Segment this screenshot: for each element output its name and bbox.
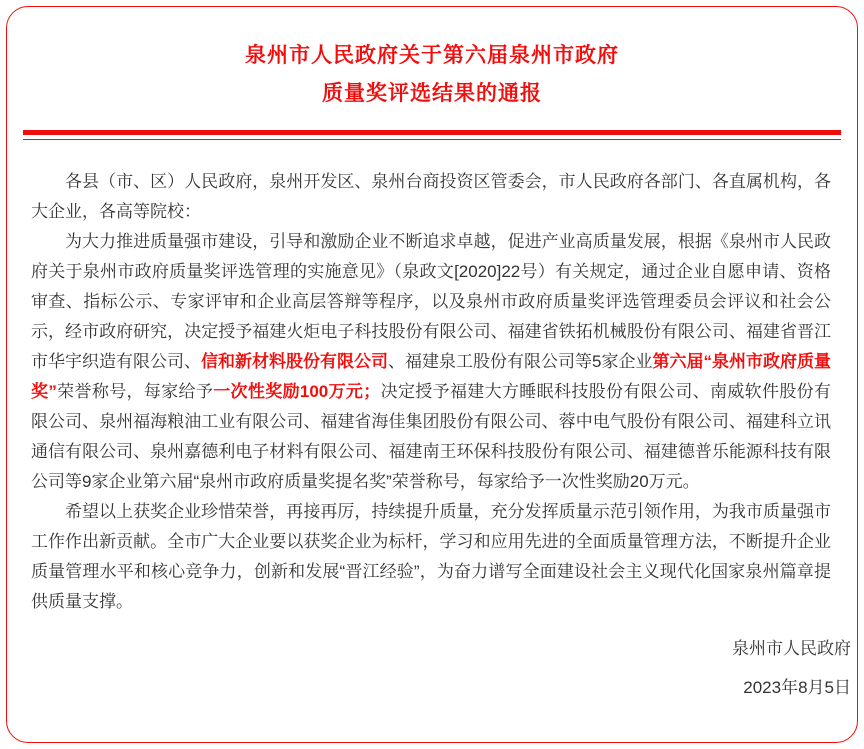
award-highlight-award-name: 第六届“泉州市政府质量奖” [31, 352, 832, 401]
signature-date: 2023年8月5日 [743, 678, 851, 697]
hope-text: 希望以上获奖企业珍惜荣誉，再接再厉，持续提升质量，充分发挥质量示范引领作用，为我市质量强市工作作出新贡献。全市广大企业要以获奖企业为标杆，学习和应用先进的全面质量管理方法，不断提升企业质量管理水平和核心竞争力，创新和发展“晋江经验”，为奋力谱写全面建设社会主义现代化国家泉州篇章提供质量支撑。 [31, 502, 831, 611]
doc-body [31, 167, 831, 617]
award-segment-mid2: 荣誉称号，每家给予 [56, 382, 214, 401]
doc-title-line1: 泉州市人民政府关于第六届泉州市政府 [245, 44, 619, 67]
document-sheet [6, 6, 858, 743]
body-paragraph-salutation [31, 167, 831, 227]
title-divider [23, 130, 841, 140]
signature-block [7, 629, 857, 707]
salutation-text: 各县（市、区）人民政府，泉州开发区、泉州台商投资区管委会，市人民政府各部门、各直属机构，各大企业，各高等院校： [31, 172, 831, 221]
award-highlight-company: 信和新材料股份有限公司 [201, 352, 389, 371]
body-paragraph-hope [31, 497, 831, 617]
award-segment-nominees: 决定授予福建大方睡眠科技股份有限公司、南威软件股份有限公司、泉州福海粮油工业有限公司、福建省海佳集团股份有限公司、蓉中电气股份有限公司、福建科立讯通信有限公司、泉州嘉德利电子材料有限公司、福建南王环保科技股份有限公司、福建德普乐能源科技有限公司等9家企业第六届“泉州市政府质量奖提名奖”荣誉称号，每家给予一次性奖励20万元。 [31, 382, 832, 491]
award-highlight-prize-amount: 一次性奖励100万元； [213, 382, 381, 401]
divider-thick-line [23, 130, 841, 135]
body-paragraph-award [31, 227, 831, 497]
doc-title [7, 37, 857, 113]
signature-org: 泉州市人民政府 [732, 639, 851, 658]
award-segment-intro: 为大力推进质量强市建设，引导和激励企业不断追求卓越，促进产业高质量发展，根据《泉州市人民政府关于泉州市政府质量奖评选管理的实施意见》（泉政文[2020]22号）有关规定，通过企业自愿申请、资格审查、指标公示、专家评审和企业高层答辩等程序，以及泉州市政府质量奖评选管理委员会评议和社会公示，经市政府研究，决定授予福建火炬电子科技股份有限公司、福建省铁拓机械股份有限公司、福建省晋江市华宇织造有限公司、 [31, 232, 831, 371]
award-segment-mid1: 、福建泉工股份有限公司等5家企业 [388, 352, 653, 371]
doc-title-line2: 质量奖评选结果的通报 [322, 82, 542, 105]
divider-thin-line [23, 139, 841, 140]
